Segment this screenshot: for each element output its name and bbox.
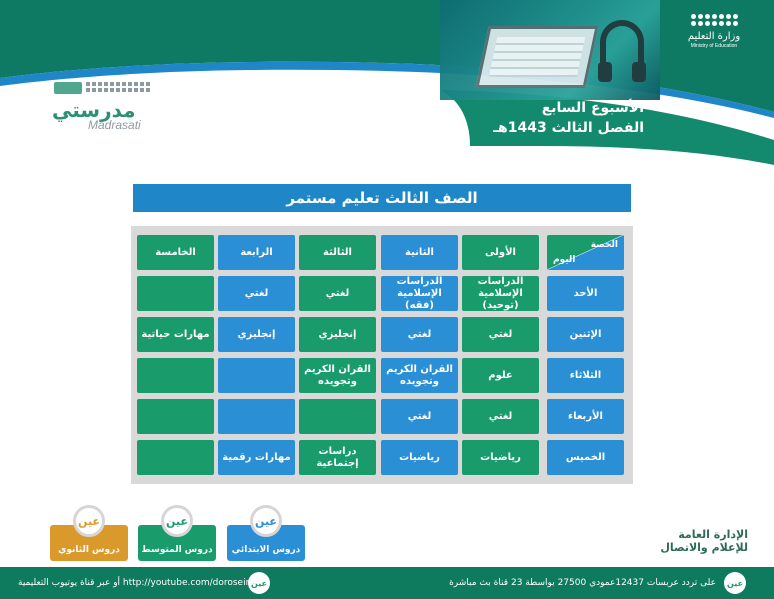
schedule-cell: القران الكريم وتجويده	[381, 358, 458, 393]
day-header: الإثنين	[547, 317, 624, 352]
footer-bar	[0, 567, 774, 599]
ayn-logo-icon: عين	[250, 505, 282, 537]
schedule-cell: لغتي	[218, 276, 295, 311]
schedule-cell: الدراسات الإسلامية (فقه)	[381, 276, 458, 311]
period-header: الثالثة	[299, 235, 376, 270]
laptop-icon	[475, 26, 598, 88]
ministry-dots-icon	[684, 14, 744, 26]
schedule-cell: علوم	[462, 358, 539, 393]
secondary-lessons-button[interactable]	[50, 514, 128, 561]
schedule-cell: دراسات إجتماعية	[299, 440, 376, 475]
schedule-cell: لغتي	[299, 276, 376, 311]
corner-period-label: الحصة	[590, 240, 618, 250]
stage-label: دروس الثانوي	[58, 545, 120, 555]
stage-label: دروس المتوسط	[141, 545, 213, 555]
schedule-cell: مهارات حياتية	[137, 317, 214, 352]
schedule-cell	[299, 399, 376, 434]
week-info	[493, 98, 644, 138]
schedule-cell	[137, 358, 214, 393]
schedule-cell: لغتي	[381, 317, 458, 352]
ministry-name-ar: وزارة التعليم	[687, 31, 741, 42]
primary-lessons-button[interactable]	[227, 514, 305, 561]
day-header: الأحد	[547, 276, 624, 311]
stage-label: دروس الابتدائي	[231, 545, 301, 555]
ministry-name-en: Ministry of Education	[690, 43, 738, 49]
schedule-cell: لغتي	[381, 399, 458, 434]
madrasati-name-en: Madrasati	[88, 118, 141, 132]
schedule-cell: لغتي	[462, 317, 539, 352]
ayn-logo-icon: عين	[724, 572, 746, 594]
period-header: الخامسة	[137, 235, 214, 270]
madrasati-logo	[50, 78, 160, 138]
day-header: الثلاثاء	[547, 358, 624, 393]
madrasati-name-ar: مدرستي	[52, 98, 136, 122]
period-header: الأولى	[462, 235, 539, 270]
schedule-cell	[137, 276, 214, 311]
schedule-cell	[218, 399, 295, 434]
schedule-cell: القران الكريم وتجويده	[299, 358, 376, 393]
header-banner	[0, 0, 774, 175]
week-label: الأسبوع السابع	[541, 100, 644, 116]
footer-satellite-text: على تردد عربسات 12437عمودي 27500 بواسطة 23 قناة بث مباشرة	[449, 578, 716, 588]
madrasati-dots-icon	[86, 82, 150, 92]
ayn-logo-icon: عين	[248, 572, 270, 594]
corner-cell	[547, 235, 624, 270]
schedule-cell: إنجليزي	[218, 317, 295, 352]
ministry-logo	[684, 14, 744, 50]
headset-icon	[600, 20, 644, 70]
schedule-cell: رياضيات	[462, 440, 539, 475]
day-header: الخميس	[547, 440, 624, 475]
footer-youtube-link[interactable]: أو عبر قناة يوتيوب التعليمية http://youtube.com/dorosein	[18, 578, 252, 588]
schedule-table	[131, 226, 633, 484]
ayn-logo-icon: عين	[161, 505, 193, 537]
period-header: الرابعة	[218, 235, 295, 270]
ayn-logo-icon: عين	[73, 505, 105, 537]
day-header: الأربعاء	[547, 399, 624, 434]
schedule-cell	[218, 358, 295, 393]
corner-day-label: اليوم	[553, 255, 576, 265]
intermediate-lessons-button[interactable]	[138, 514, 216, 561]
schedule-cell: مهارات رقمية	[218, 440, 295, 475]
schedule-cell	[137, 399, 214, 434]
page-title: الصف الثالث تعليم مستمر	[133, 184, 631, 212]
schedule-cell	[137, 440, 214, 475]
header-photo	[440, 0, 660, 100]
schedule-cell: لغتي	[462, 399, 539, 434]
department-logo: الإدارة العامة للإعلام والاتصال	[660, 528, 748, 554]
schedule-cell: الدراسات الإسلامية (توحيد)	[462, 276, 539, 311]
schedule-cell: رياضيات	[381, 440, 458, 475]
schedule-cell: إنجليزي	[299, 317, 376, 352]
period-header: الثانية	[381, 235, 458, 270]
term-label: الفصل الثالث 1443هـ	[493, 120, 644, 136]
madrasati-mark-icon	[54, 82, 82, 94]
